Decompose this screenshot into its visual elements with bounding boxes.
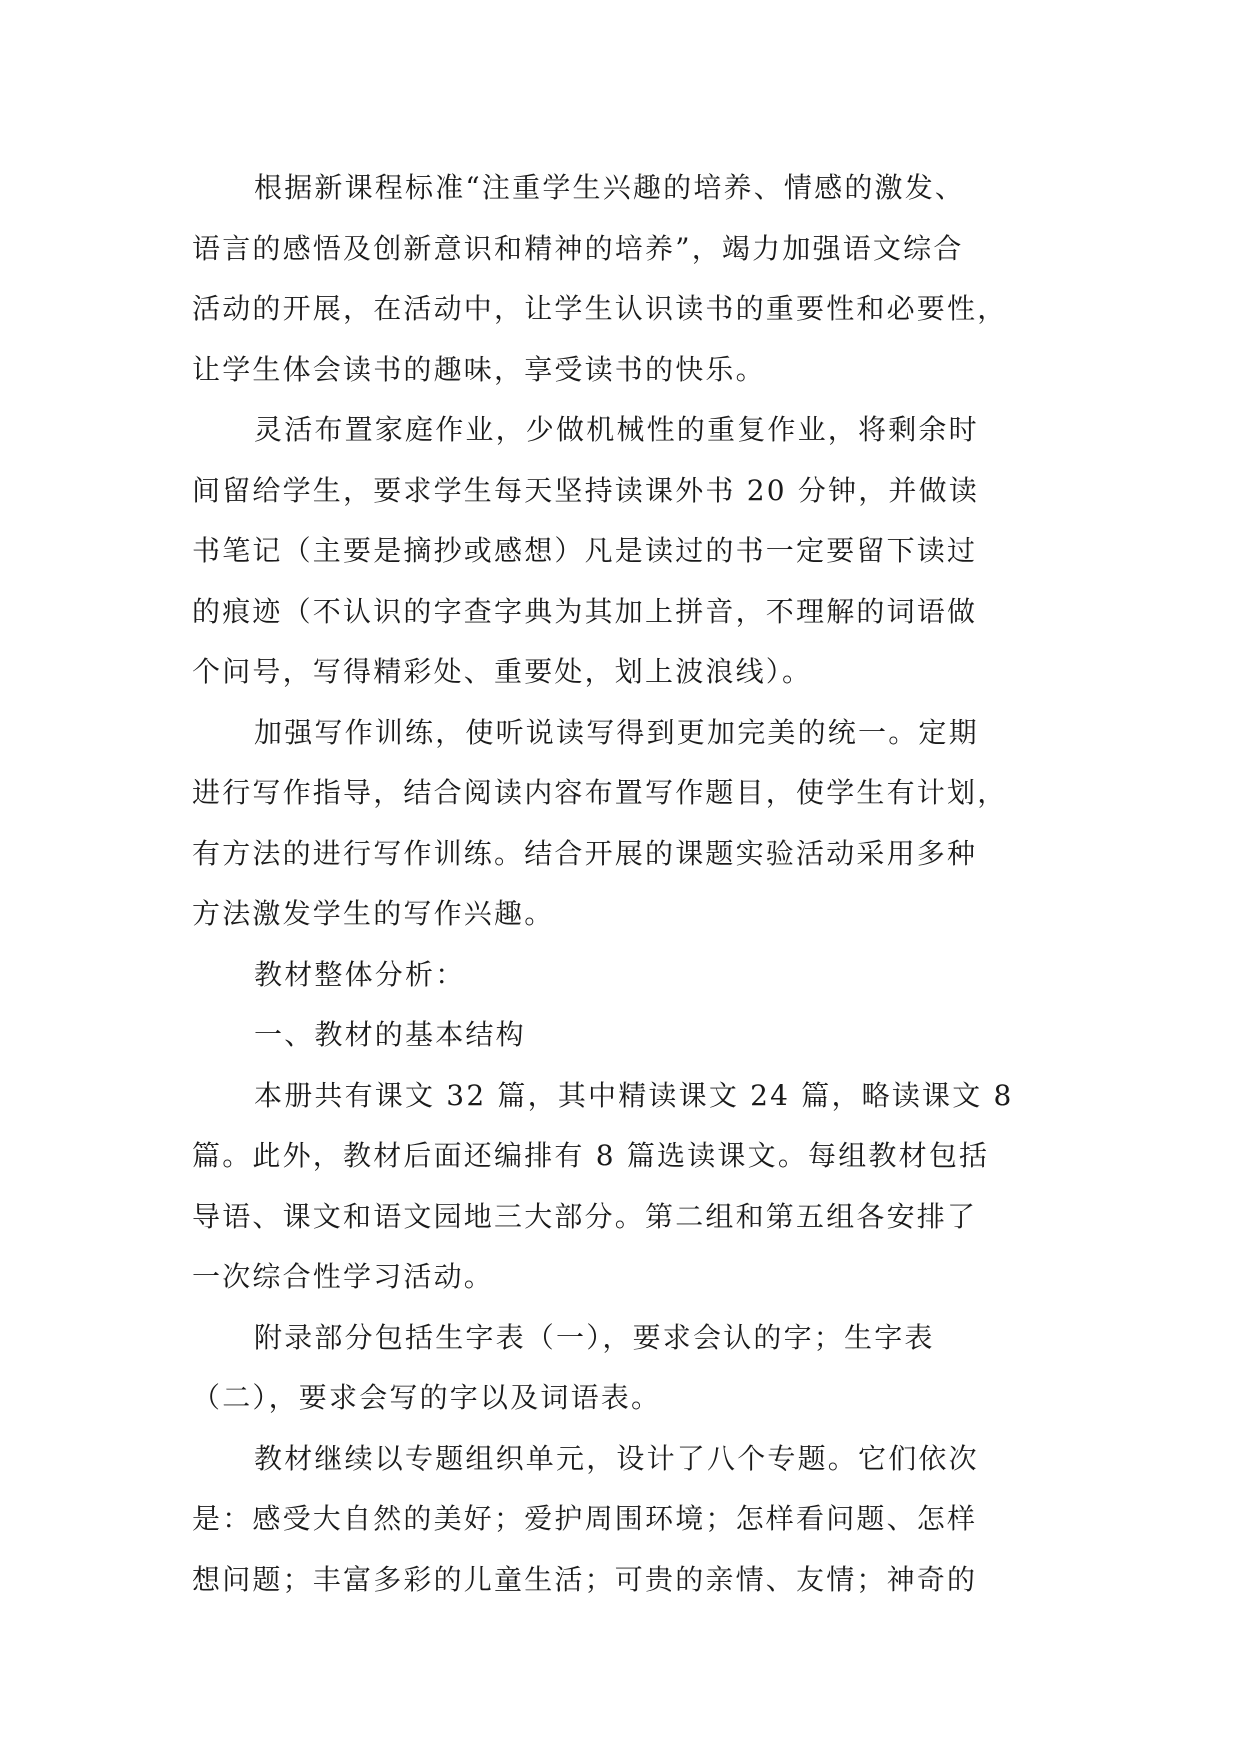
paragraph-2-line-4: 的痕迹（不认识的字查字典为其加上拼音，不理解的词语做 — [192, 595, 978, 628]
section-heading: 教材整体分析： — [254, 958, 466, 991]
paragraph-6-line-3: 想问题；丰富多彩的儿童生活；可贵的亲情、友情；神奇的 — [192, 1563, 978, 1596]
paragraph-5-line-1: 附录部分包括生字表（一），要求会认的字；生字表 — [254, 1321, 935, 1354]
paragraph-4-line-4: 一次综合性学习活动。 — [192, 1260, 495, 1293]
paragraph-3-line-4: 方法激发学生的写作兴趣。 — [192, 897, 555, 930]
paragraph-1-line-1: 根据新课程标准“注重学生兴趣的培养、情感的激发、 — [254, 171, 966, 204]
paragraph-3-line-3: 有方法的进行写作训练。结合开展的课题实验活动采用多种 — [192, 837, 978, 870]
paragraph-1-line-2: 语言的感悟及创新意识和精神的培养”，竭力加强语文综合 — [192, 232, 964, 265]
paragraph-4-line-2: 篇。此外，教材后面还编排有 8 篇选读课文。每组教材包括 — [192, 1139, 990, 1172]
paragraph-1-line-4: 让学生体会读书的趣味，享受读书的快乐。 — [192, 353, 766, 386]
paragraph-1-line-3: 活动的开展，在活动中，让学生认识读书的重要性和必要性， — [192, 292, 1008, 325]
paragraph-4-line-1: 本册共有课文 32 篇，其中精读课文 24 篇，略读课文 8 — [254, 1079, 1014, 1112]
paragraph-4-line-3: 导语、课文和语文园地三大部分。第二组和第五组各安排了 — [192, 1200, 978, 1233]
paragraph-6-line-1: 教材继续以专题组织单元，设计了八个专题。它们依次 — [254, 1442, 979, 1475]
paragraph-5-line-2: （二），要求会写的字以及词语表。 — [192, 1381, 662, 1414]
paragraph-3-line-1: 加强写作训练，使听说读写得到更加完美的统一。定期 — [254, 716, 979, 749]
paragraph-2-line-1: 灵活布置家庭作业，少做机械性的重复作业，将剩余时 — [254, 413, 979, 446]
paragraph-6-line-2: 是：感受大自然的美好；爱护周围环境；怎样看问题、怎样 — [192, 1502, 978, 1535]
paragraph-2-line-3: 书笔记（主要是摘抄或感想）凡是读过的书一定要留下读过 — [192, 534, 978, 567]
paragraph-3-line-2: 进行写作指导，结合阅读内容布置写作题目，使学生有计划， — [192, 776, 1008, 809]
subsection-heading: 一、教材的基本结构 — [254, 1018, 526, 1051]
paragraph-2-line-5: 个问号，写得精彩处、重要处，划上波浪线）。 — [192, 655, 813, 688]
paragraph-2-line-2: 间留给学生，要求学生每天坚持读课外书 20 分钟，并做读 — [192, 474, 980, 507]
